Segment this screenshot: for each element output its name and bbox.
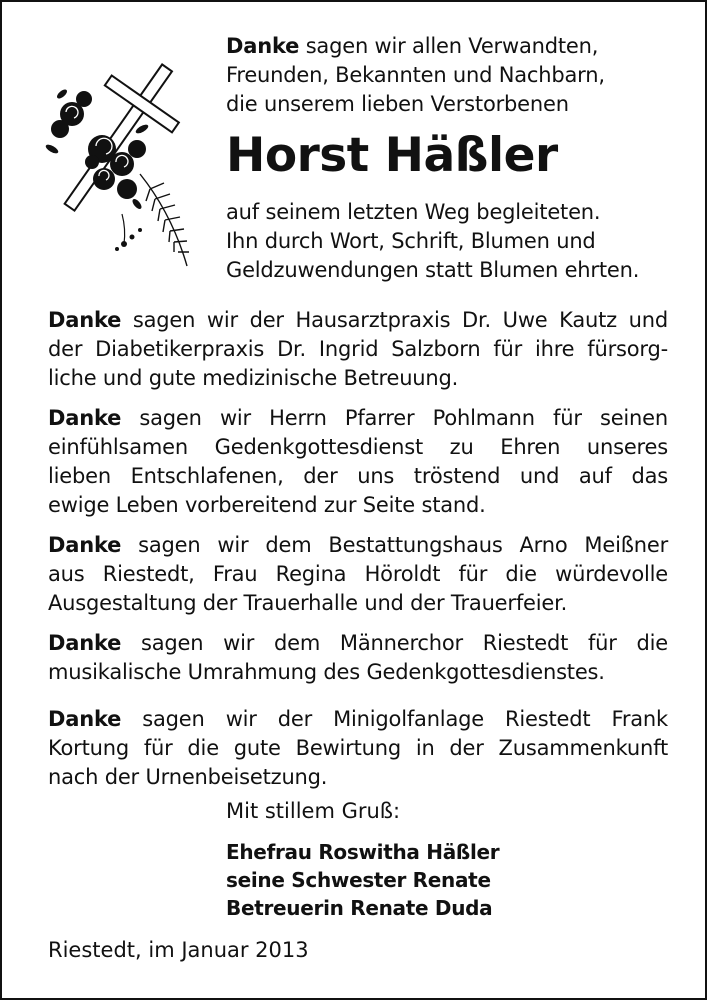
thanks-5-first-rest: sagen wir der Minigolfanlage Riestedt Frank: [142, 707, 668, 731]
thanks-2-line-2: einfühlsamen Gedenkgottesdienst zu Ehren unseres: [48, 435, 668, 459]
cross-with-roses-icon: [42, 54, 202, 279]
intro-line-3: die unserem lieben Verstorbenen: [226, 92, 569, 116]
intro-line-1: [226, 32, 666, 61]
signer-3: Betreuerin Renate Duda: [226, 896, 493, 920]
thanks-paragraph-3: [48, 531, 668, 618]
danke-keyword: Danke: [48, 707, 122, 731]
thanks-3-line-2: aus Riestedt, Frau Regina Höroldt für die würdevolle: [48, 562, 668, 586]
after-name-line-2: Ihn durch Wort, Schrift, Blumen und: [226, 229, 596, 253]
after-name-line-1: auf seinem letzten Weg begleiteten.: [226, 200, 601, 224]
after-name-text: [226, 198, 676, 285]
thanks-paragraph-1: [48, 306, 668, 393]
thanks-1-first-rest: sagen wir der Hausarztpraxis Dr. Uwe Kautz und: [132, 308, 668, 332]
thanks-4-line-2: musikalische Umrahmung des Gedenkgottesdienstes.: [48, 660, 605, 684]
thanks-5-line-2: Kortung für die gute Bewirtung in der Zusammenkunft: [48, 736, 668, 760]
intro-text: [226, 32, 666, 119]
thanks-4-line-1: [48, 629, 668, 658]
thanks-4-first-rest: sagen wir dem Männerchor Riestedt für die: [141, 631, 668, 655]
place-date: Riestedt, im Januar 2013: [48, 938, 309, 962]
thanks-2-line-1: [48, 404, 668, 433]
danke-keyword: Danke: [48, 406, 122, 430]
deceased-name: Horst Häßler: [226, 128, 558, 183]
thanks-2-first-rest: sagen wir Herrn Pfarrer Pohlmann für seinen: [139, 406, 668, 430]
thanks-3-line-3: Ausgestaltung der Trauerhalle und der Trauerfeier.: [48, 591, 568, 615]
thanks-3-line-1: [48, 531, 668, 560]
thanks-5-line-3: nach der Urnenbeisetzung.: [48, 765, 328, 789]
danke-keyword: Danke: [48, 533, 122, 557]
danke-keyword: Danke: [226, 34, 300, 58]
intro-line-1-rest: sagen wir allen Verwandten,: [305, 34, 599, 58]
thanks-3-first-rest: sagen wir dem Bestattungshaus Arno Meißner: [138, 533, 668, 557]
thanks-paragraph-5: [48, 705, 668, 792]
greeting: Mit stillem Gruß:: [226, 799, 401, 823]
thanks-1-line-3: liche und gute medizinische Betreuung.: [48, 366, 459, 390]
thanks-2-line-4: ewige Leben vorbereitend zur Seite stand.: [48, 493, 486, 517]
thanks-2-line-3: lieben Entschlafenen, der uns tröstend und auf das: [48, 464, 668, 488]
intro-line-2: Freunden, Bekannten und Nachbarn,: [226, 63, 605, 87]
signer-1: Ehefrau Roswitha Häßler: [226, 840, 500, 864]
thanks-1-line-1: [48, 306, 668, 335]
after-name-line-3: Geldzuwendungen statt Blumen ehrten.: [226, 258, 640, 282]
danke-keyword: Danke: [48, 631, 122, 655]
signer-2: seine Schwester Renate: [226, 868, 491, 892]
thanks-paragraph-2: [48, 404, 668, 520]
thanks-1-line-2: der Diabetikerpraxis Dr. Ingrid Salzborn für ihre fürsorg-: [48, 337, 668, 361]
thanks-5-line-1: [48, 705, 668, 734]
signers: [226, 838, 499, 922]
danke-keyword: Danke: [48, 308, 122, 332]
thanks-paragraph-4: [48, 629, 668, 687]
